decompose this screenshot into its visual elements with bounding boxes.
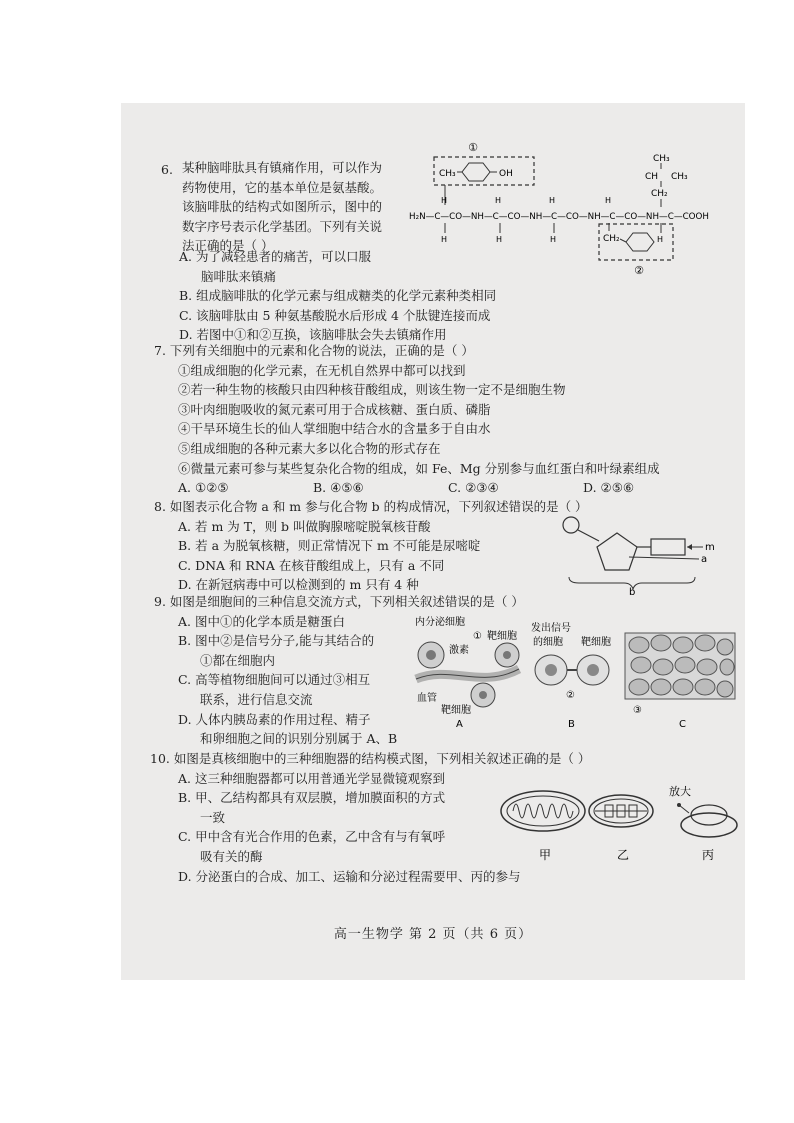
- h-text: H: [550, 235, 557, 244]
- blood-vessel-label: 血管: [417, 693, 437, 704]
- circle-2-label: ②: [566, 690, 575, 701]
- h-text: H: [441, 196, 448, 205]
- option-c-cont: 吸有关的酶: [200, 848, 263, 864]
- stem-line: 该脑啡肽的结构式如图所示，图中的: [182, 199, 383, 215]
- stem-line: 法正确的是（ ）: [182, 238, 274, 254]
- question-stem: [150, 749, 590, 769]
- question-6-number: 6.: [161, 162, 173, 177]
- label-jia: 甲: [539, 848, 552, 862]
- zoom-label: 放大: [669, 785, 691, 798]
- label-m: m: [705, 542, 715, 553]
- option-a: A. 图中①的化学本质是糖蛋白: [178, 613, 345, 629]
- option-d: D. 在新冠病毒中可以检测到的 m 只有 4 种: [178, 577, 419, 593]
- label-yi: 乙: [617, 848, 630, 862]
- option-b: B. ④⑤⑥: [313, 480, 364, 496]
- statement-item: ⑤组成细胞的各种元素大多以化合物的形式存在: [178, 440, 441, 456]
- option-d-cont: 和卵细胞之间的识别分别属于 A、B: [200, 731, 398, 747]
- stem-text: 如图表示化合物 a 和 m 参与化合物 b 的构成情况，下列叙述错误的是（ ）: [169, 499, 588, 514]
- statement-item: ③叶肉细胞吸收的氮元素可用于合成核糖、蛋白质、磷脂: [178, 401, 491, 417]
- question-stem: [154, 341, 718, 361]
- option-d: D. 若图中①和②互换，该脑啡肽会失去镇痛作用: [179, 327, 447, 343]
- stem-text: 下列有关细胞中的元素和化合物的说法，正确的是（ ）: [169, 343, 474, 358]
- nucleotide-diagram: [559, 515, 719, 595]
- peptide-structure-diagram: [409, 141, 719, 281]
- stem-line: 数字序号表示化学基团。下列有关说: [182, 218, 383, 234]
- label-a: a: [701, 554, 708, 565]
- option-c: C. ②③④: [448, 480, 499, 496]
- target-cell-label: 靶细胞: [487, 631, 517, 642]
- question-7: [154, 341, 718, 498]
- circle-3-label: ③: [633, 705, 642, 716]
- question-stem: [154, 592, 524, 612]
- option-c: C. 甲中含有光合作用的色素，乙中含有与有氧呼: [178, 829, 446, 845]
- option-d: D. 人体内胰岛素的作用过程、精子: [178, 711, 371, 727]
- panel-a-label: A: [456, 719, 463, 728]
- panel-c-label: C: [679, 719, 686, 728]
- option-c: C. DNA 和 RNA 在核苷酸组成上，只有 a 不同: [178, 557, 445, 573]
- circle-1-label: ①: [473, 631, 482, 642]
- question-stem: [154, 497, 588, 517]
- h-text: H: [496, 235, 503, 244]
- option-b-cont: 一致: [200, 809, 226, 825]
- statement-item: ⑥微量元素可参与某些复杂化合物的组成，如 Fe、Mg 分别参与血红蛋白和叶绿素组成: [178, 460, 660, 476]
- option-a: A. ①②⑤: [178, 480, 229, 496]
- stem-text: 如图是细胞间的三种信息交流方式，下列相关叙述错误的是（ ）: [169, 594, 524, 609]
- option-d: D. ②⑤⑥: [583, 480, 635, 496]
- ch3-text: CH₃: [671, 172, 688, 182]
- option-c-cont: 联系，进行信息交流: [200, 691, 313, 707]
- panel-b-label: B: [568, 719, 575, 728]
- hormone-label: 激素: [449, 645, 469, 656]
- h-text: H: [495, 196, 502, 205]
- option-c: C. 高等植物细胞间可以通过③相互: [178, 672, 371, 688]
- signal-sender-label: 发出信号: [531, 623, 571, 634]
- exam-page: [121, 103, 745, 980]
- option-c: C. 该脑啡肽由 5 种氨基酸脱水后形成 4 个肽键连接而成: [179, 307, 491, 323]
- stem-text: 如图是真核细胞中的三种细胞器的结构模式图，下列相关叙述正确的是（ ）: [173, 751, 591, 766]
- ch2-text: CH₂: [603, 234, 620, 244]
- target-cell-label-2: 靶细胞: [441, 705, 471, 716]
- ch3-text: CH₃: [439, 169, 456, 179]
- option-b: B. 图中②是信号分子,能与其结合的: [178, 633, 375, 649]
- statement-item: ④干旱环境生长的仙人掌细胞中结合水的含量多于自由水: [178, 421, 491, 437]
- option-b: B. 若 a 为脱氧核糖，则正常情况下 m 不可能是尿嘧啶: [178, 538, 481, 554]
- question-number: 8.: [154, 499, 166, 514]
- stem-line: 药物使用，它的基本单位是氨基酸。: [182, 179, 383, 195]
- h-text: H: [441, 235, 448, 244]
- h-text: H: [549, 196, 556, 205]
- cell-communication-diagram: [411, 613, 741, 728]
- ch-text: CH: [645, 172, 659, 182]
- option-a-cont: 脑啡肽来镇痛: [201, 268, 277, 284]
- group-label-2: ②: [634, 264, 644, 277]
- option-d: D. 分泌蛋白的合成、加工、运输和分泌过程需要甲、丙的参与: [178, 868, 521, 884]
- statement-item: ②若一种生物的核酸只由四种核苷酸组成，则该生物一定不是细胞生物: [178, 382, 566, 398]
- option-b: B. 甲、乙结构都具有双层膜，增加膜面积的方式: [178, 790, 446, 806]
- page-footer: 高一生物学 第 2 页（共 6 页）: [333, 927, 533, 942]
- question-number: 10.: [150, 751, 170, 766]
- question-8: [154, 497, 588, 595]
- ch3-text: CH₃: [653, 154, 670, 164]
- h-text: H: [605, 196, 612, 205]
- signal-sender-label-2: 的细胞: [533, 637, 563, 648]
- statement-item: ①组成细胞的化学元素，在无机自然界中都可以找到: [178, 362, 466, 378]
- question-number: 9.: [154, 594, 166, 609]
- option-a: A. 为了减轻患者的痛苦，可以口服: [179, 249, 371, 264]
- option-b: B. 组成脑啡肽的化学元素与组成糖类的化学元素种类相同: [179, 288, 497, 304]
- options-row: [178, 478, 718, 498]
- endocrine-cell-label: 内分泌细胞: [415, 617, 465, 628]
- h-text: H: [657, 235, 664, 244]
- option-a: A. 这三种细胞器都可以用普通光学显微镜观察到: [178, 770, 445, 786]
- option-a: A. 若 m 为 T，则 b 叫做胸腺嘧啶脱氧核苷酸: [178, 518, 431, 534]
- group-label-1: ①: [468, 141, 478, 154]
- peptide-backbone: H₂N—C—CO—NH—C—CO—NH—C—CO—NH—C—CO—NH—C—COOH: [409, 212, 709, 222]
- question-6-stem: [182, 158, 382, 256]
- label-bing: 丙: [702, 848, 715, 862]
- ch2-text: CH₂: [651, 189, 668, 199]
- option-b-cont: ①都在细胞内: [200, 652, 276, 668]
- label-b: b: [629, 587, 636, 595]
- target-cell-label-3: 靶细胞: [581, 637, 611, 648]
- question-number: 7.: [154, 343, 166, 358]
- oh-text: OH: [499, 169, 513, 179]
- organelle-diagram: [499, 783, 739, 868]
- stem-line: 某种脑啡肽具有镇痛作用，可以作为: [182, 160, 383, 175]
